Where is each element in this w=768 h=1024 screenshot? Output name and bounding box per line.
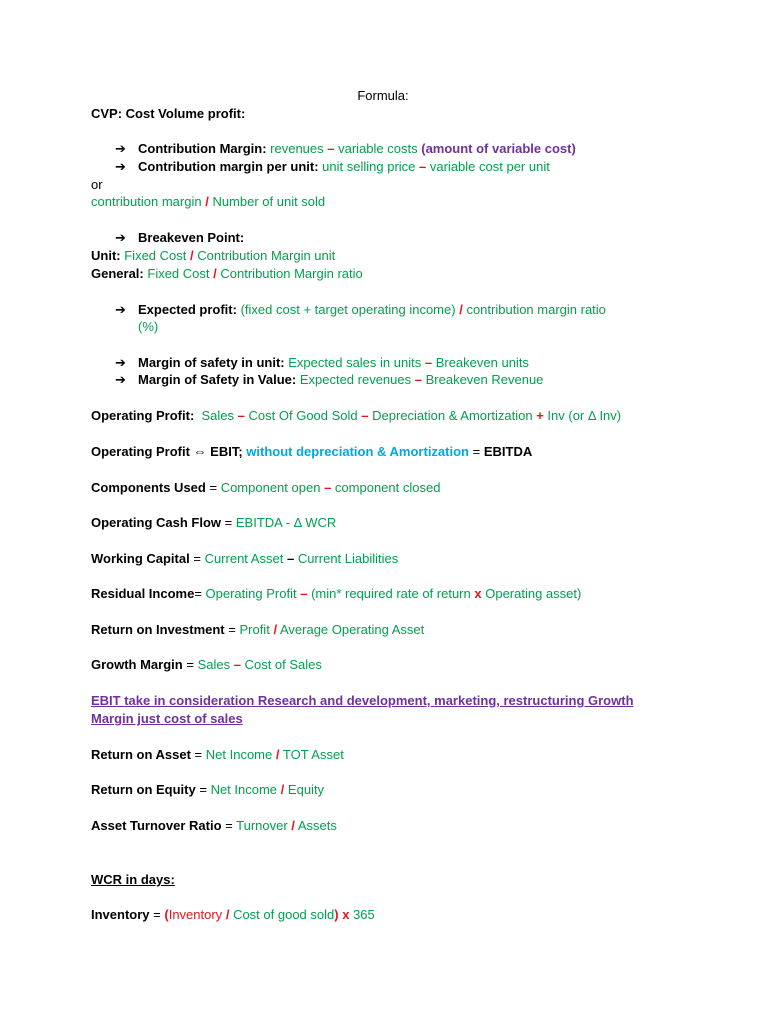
formula-expected-profit: Expected profit: (fixed cost + target operating income) / contribution margin ratio bbox=[138, 302, 606, 317]
formula-ebitda: Operating Profit ⇔ EBIT; without depreciation & Amortization = EBITDA bbox=[91, 444, 533, 459]
or-text: or bbox=[91, 177, 103, 192]
formula-contribution-margin-alt: contribution margin / Number of unit sold bbox=[91, 194, 326, 209]
formula-return-on-equity: Return on Equity = Net Income / Equity bbox=[91, 782, 325, 797]
formula-working-capital: Working Capital = Current Asset – Current Liabilities bbox=[91, 551, 399, 566]
arrow-icon: ➔ bbox=[115, 141, 126, 156]
wcr-heading: WCR in days: bbox=[91, 872, 175, 887]
arrow-icon: ➔ bbox=[115, 355, 126, 370]
cvp-heading: CVP: Cost Volume profit: bbox=[91, 106, 246, 121]
breakeven-heading: Breakeven Point: bbox=[138, 230, 245, 245]
formula-operating-cash-flow: Operating Cash Flow = EBITDA - Δ WCR bbox=[91, 515, 337, 530]
formula-expected-profit-cont: (%) bbox=[138, 319, 159, 334]
page-title: Formula: bbox=[357, 88, 409, 103]
formula-growth-margin: Growth Margin = Sales – Cost of Sales bbox=[91, 657, 322, 672]
arrow-icon: ➔ bbox=[115, 159, 126, 174]
formula-margin-of-safety-value: Margin of Safety in Value: Expected revenues – Breakeven Revenue bbox=[138, 372, 544, 387]
formula-operating-profit: Operating Profit: Sales – Cost Of Good Sold – Depreciation & Amortization + Inv (or Δ Inv) bbox=[91, 408, 622, 423]
formula-components-used: Components Used = Component open – component closed bbox=[91, 480, 441, 495]
formula-return-on-asset: Return on Asset = Net Income / TOT Asset bbox=[91, 747, 344, 762]
formula-contribution-margin: Contribution Margin: revenues – variable costs (amount of variable cost) bbox=[138, 141, 576, 156]
note-ebit-line-2: Margin just cost of sales bbox=[91, 711, 243, 726]
arrow-icon: ➔ bbox=[115, 302, 126, 317]
formula-breakeven-unit: Unit: Fixed Cost / Contribution Margin unit bbox=[91, 248, 336, 263]
arrow-icon: ➔ bbox=[115, 372, 126, 387]
note-ebit-line-1: EBIT take in consideration Research and development, marketing, restructuring Growth bbox=[91, 693, 634, 708]
arrow-icon: ➔ bbox=[115, 230, 126, 245]
formula-margin-of-safety-unit: Margin of safety in unit: Expected sales in units – Breakeven units bbox=[138, 355, 529, 370]
formula-asset-turnover-ratio: Asset Turnover Ratio = Turnover / Assets bbox=[91, 818, 337, 833]
formula-residual-income: Residual Income= Operating Profit – (min* required rate of return x Operating asset) bbox=[91, 586, 582, 601]
formula-contribution-margin-per-unit: Contribution margin per unit: unit selling price – variable cost per unit bbox=[138, 159, 550, 174]
formula-breakeven-general: General: Fixed Cost / Contribution Margin ratio bbox=[91, 266, 363, 281]
formula-inventory-days: Inventory = (Inventory / Cost of good sold) x 365 bbox=[91, 907, 375, 922]
formula-return-on-investment: Return on Investment = Profit / Average Operating Asset bbox=[91, 622, 425, 637]
